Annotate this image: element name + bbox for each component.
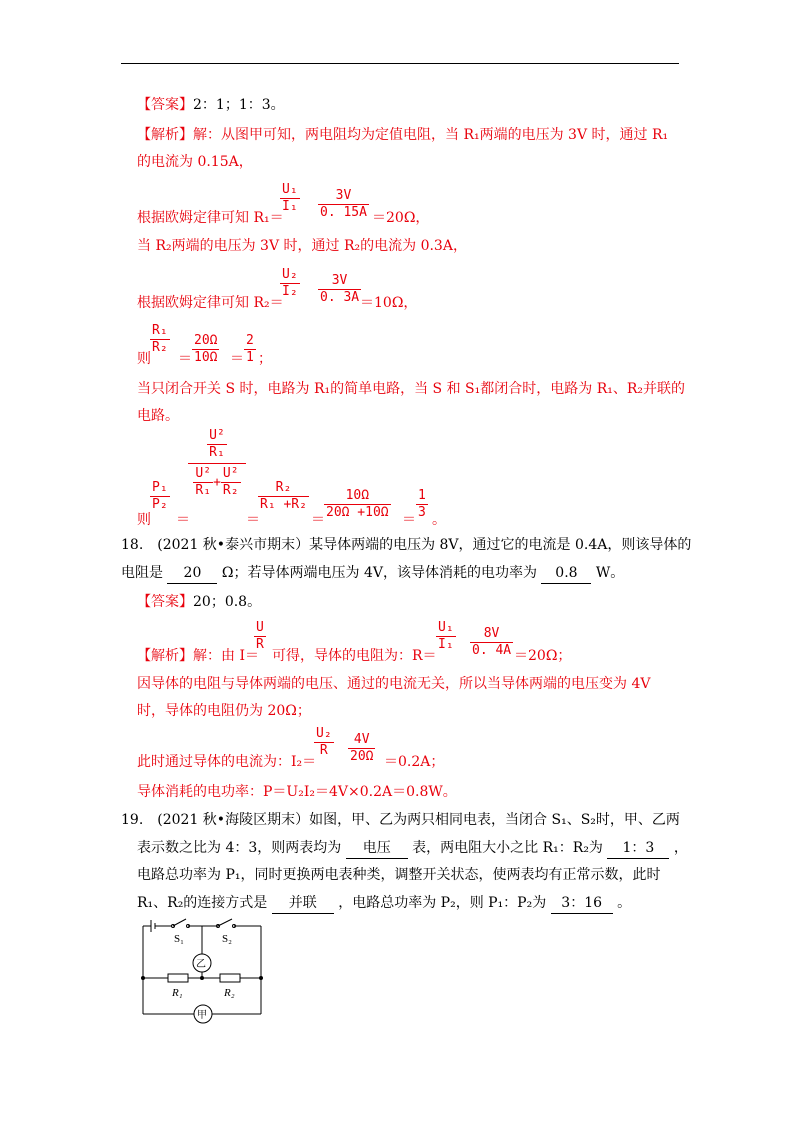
switch-s1-blade xyxy=(173,919,186,926)
frac-den: 10Ω xyxy=(194,350,218,365)
label-r2: R₂ xyxy=(224,987,235,999)
frac-num: 10Ω xyxy=(345,488,370,503)
q18-blank-power: 0.8 xyxy=(541,563,591,584)
power-result-fraction xyxy=(416,488,428,521)
ratio-value-fraction xyxy=(192,333,219,366)
frac-den: I₁ xyxy=(438,637,454,652)
q18-analysis-line-3: 时，导体的电阻仍为 20Ω； xyxy=(137,703,311,719)
frac-den: 3 xyxy=(418,505,426,520)
q19-blank-resistance-ratio: 1：3 xyxy=(607,838,669,859)
q18-value-fraction xyxy=(470,626,513,659)
frac-num: 3V xyxy=(331,273,348,288)
stem-text: R₁、R₂的连接方式是 xyxy=(137,895,272,911)
power-value-fraction xyxy=(324,488,391,521)
switch-s2-blade xyxy=(218,919,232,926)
power-symbol-fraction xyxy=(150,480,170,513)
junction-dot xyxy=(200,976,204,980)
label-s1: S₁ xyxy=(174,933,184,945)
frac-den: 0. 4A xyxy=(472,643,512,658)
r2-result: ＝10Ω， xyxy=(360,295,418,311)
q17-analysis-line-8: 当只闭合开关 S 时，电路为 R₁的简单电路，当 S 和 S₁都闭合时，电路为 R₁、R₂并联的 xyxy=(137,381,685,397)
frac-den: R xyxy=(256,637,264,652)
frac-den: 1 xyxy=(246,350,254,365)
stem-text: ， xyxy=(669,840,688,856)
bottom-term-2 xyxy=(221,466,241,499)
q17-analysis-line-2: 的电流为 0.15A， xyxy=(137,154,253,170)
label-meter-yi: 乙 xyxy=(196,959,206,970)
q18-analysis-line-4: 此时通过导体的电流为：I₂＝ xyxy=(137,754,317,770)
q17-analysis-line-1 xyxy=(137,125,668,145)
power-r-fraction xyxy=(258,480,309,513)
stem-text: 表示数之比为 4：3，则两表均为 xyxy=(137,840,346,856)
frac-num: 8V xyxy=(483,626,500,641)
frac-num: 3V xyxy=(335,188,352,203)
q18-symbol-fraction xyxy=(436,620,456,653)
q18-blank-resistance: 20 xyxy=(167,563,217,584)
frac-num: R₂ xyxy=(275,480,292,495)
q17-analysis-line-5: 当 R₂两端的电压为 3V 时，通过 R₂的电流为 0.3A， xyxy=(137,238,467,254)
frac-den: R₁ +R₂ xyxy=(260,497,307,512)
circuit-diagram xyxy=(138,916,266,1028)
resistor-r1-icon xyxy=(168,974,188,982)
equals-sign: ＝ xyxy=(178,351,192,367)
equals-sign: ＝ xyxy=(246,512,260,528)
frac-num: 4V xyxy=(353,732,370,747)
frac-den: P₂ xyxy=(152,497,168,512)
compound-bottom: $\frac{\text{U²}}{\text{R₁}}$ + $\frac{\text{U²}}{\text{R₂}}$ xyxy=(188,463,246,499)
frac-den: R xyxy=(314,742,334,759)
ratio-prefix: 则 xyxy=(137,351,151,367)
equals-sign: ＝ xyxy=(311,512,325,528)
compound-top xyxy=(207,428,227,461)
ohm-law-fraction xyxy=(254,620,266,653)
r2-value-fraction xyxy=(318,273,361,306)
ratio-tail: ； xyxy=(258,351,272,367)
frac-num: P₁ xyxy=(152,480,168,495)
r1-symbol-fraction xyxy=(280,182,300,215)
r1-value-fraction xyxy=(318,188,369,221)
analysis-text: 解：由 I＝ xyxy=(193,648,259,664)
frac-num: 20Ω xyxy=(194,333,218,348)
q19-stem-line-3: 电路总功率为 P₁，同时更换两电表种类，调整开关状态，使两表均有正常示数，此时 xyxy=(137,867,661,883)
frac-den: I₂ xyxy=(282,284,298,299)
header-rule xyxy=(121,63,679,64)
answer-tag: 【答案】 xyxy=(137,97,193,113)
frac-den: R₂ xyxy=(152,340,168,355)
q19-blank-connection: 并联 xyxy=(272,893,334,914)
frac-num: U² xyxy=(209,428,225,443)
q19-stem-line-2 xyxy=(137,838,688,859)
q18-current-result: ＝0.2A； xyxy=(384,754,445,770)
frac-den: I₁ xyxy=(282,199,298,214)
answer-text: 2：1；1：3。 xyxy=(193,97,285,113)
analysis-tag: 【解析】 xyxy=(137,648,193,664)
q19-stem-line-4 xyxy=(137,893,631,914)
q18-analysis-line-1 xyxy=(137,646,259,666)
frac-num: U xyxy=(256,620,264,635)
q17-answer-line xyxy=(137,95,285,115)
frac-num: U² xyxy=(195,466,212,481)
q18-stem-line-2 xyxy=(121,563,624,584)
q18-current-symbol-fraction xyxy=(314,726,334,759)
equals-sign: ＝ xyxy=(230,351,244,367)
stem-text: 电阻是 xyxy=(121,565,168,581)
frac-num: 2 xyxy=(246,333,254,348)
q17-analysis-line-9: 电路。 xyxy=(137,408,179,424)
stem-text: W。 xyxy=(591,565,625,581)
r2-symbol-fraction xyxy=(280,267,300,300)
power-compound-fraction xyxy=(188,428,246,499)
stem-text: ，电路总功率为 P₂，则 P₁：P₂为 xyxy=(333,895,551,911)
label-meter-jia: 甲 xyxy=(197,1010,207,1021)
resistor-r2-icon xyxy=(220,974,240,982)
q18-analysis-line-2: 因导体的电阻与导体两端的电压、通过的电流无关，所以当导体两端的电压变为 4V xyxy=(137,676,651,692)
q19-stem-line-1: 19. (2021 秋•海陵区期末）如图，甲、乙为两只相同电表，当闭合 S₁、S₂时，甲、乙两 xyxy=(121,812,680,828)
power-ratio-prefix: 则 xyxy=(137,512,151,528)
frac-num: 1 xyxy=(418,488,426,503)
q17-r1-prefix: 根据欧姆定律可知 R₁＝ xyxy=(137,210,284,226)
frac-den: R₂ xyxy=(222,483,239,498)
equals-sign: ＝ xyxy=(176,512,190,528)
frac-den: 0. 3A xyxy=(320,290,360,305)
label-s2: S₂ xyxy=(222,933,232,945)
frac-den: 20Ω +10Ω xyxy=(326,505,389,520)
equals-sign: ＝ xyxy=(402,512,416,528)
label-r1: R₁ xyxy=(172,987,183,999)
answer-text: 20；0.8。 xyxy=(193,594,262,610)
q18-current-value-fraction xyxy=(348,732,375,765)
q19-blank-power-ratio: 3：16 xyxy=(551,893,613,914)
frac-num: R₁ xyxy=(152,323,168,338)
analysis-tag: 【解析】 xyxy=(137,127,193,143)
q17-r2-prefix: 根据欧姆定律可知 R₂＝ xyxy=(137,295,284,311)
ratio-symbol-fraction xyxy=(150,323,170,356)
frac-den: R₁ xyxy=(209,445,225,460)
q18-answer-line xyxy=(137,592,261,612)
q18-analysis-mid: 可得，导体的电阻为：R＝ xyxy=(272,648,437,664)
stem-text: 。 xyxy=(612,895,632,911)
q18-stem-line-1: 18. (2021 秋•泰兴市期末）某导体两端的电压为 8V，通过它的电流是 0.4A，则该导体的 xyxy=(121,537,692,553)
q18-analysis-line-5: 导体消耗的电功率：P＝U₂I₂＝4V×0.2A＝0.8W。 xyxy=(137,784,457,800)
q19-blank-meter-type: 电压 xyxy=(346,838,408,859)
frac-num: U₂ xyxy=(316,726,332,741)
stem-text: Ω；若导体两端电压为 4V，该导体消耗的电功率为 xyxy=(217,565,542,581)
frac-num: U₁ xyxy=(282,182,298,197)
analysis-text: 解：从图甲可知，两电阻均为定值电阻，当 R₁两端的电压为 3V 时，通过 R₁ xyxy=(193,127,669,143)
bottom-term-1 xyxy=(193,466,213,499)
junction-dot xyxy=(259,976,263,980)
stem-text: 表，两电阻大小之比 R₁：R₂为 xyxy=(407,840,608,856)
frac-den: 20Ω xyxy=(350,749,374,764)
frac-num: U² xyxy=(222,466,239,481)
frac-num: U₁ xyxy=(438,620,454,635)
q18-analysis-result: ＝20Ω； xyxy=(514,648,572,664)
junction-dot xyxy=(141,976,145,980)
frac-den: 0. 15A xyxy=(320,205,367,220)
frac-num: U₂ xyxy=(282,267,298,282)
frac-den: R₁ xyxy=(195,483,212,498)
answer-tag: 【答案】 xyxy=(137,594,193,610)
r1-result: ＝20Ω， xyxy=(372,210,430,226)
power-tail: 。 xyxy=(432,512,446,528)
ratio-result-fraction xyxy=(244,333,256,366)
